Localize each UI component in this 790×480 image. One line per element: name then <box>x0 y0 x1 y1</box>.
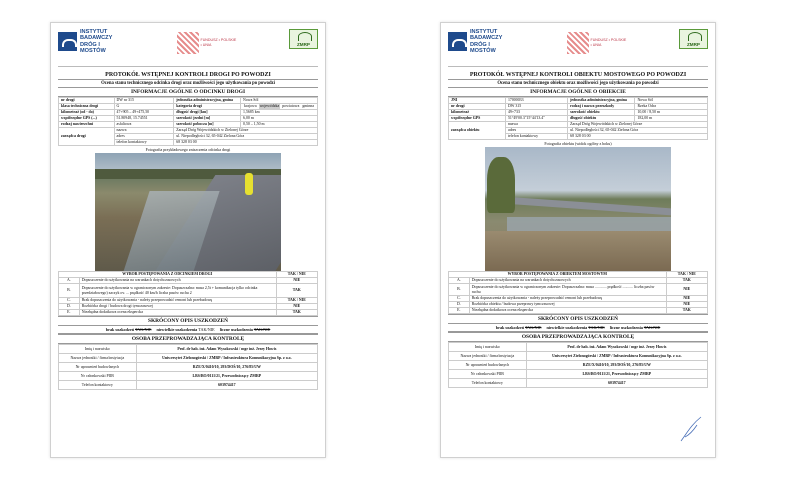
person-value: 603974417 <box>526 379 707 388</box>
table-row <box>449 361 708 370</box>
info-key: długość drogi [km] <box>174 110 241 116</box>
info-value: Zarząd Dróg Wojewódzkich w Zielonej Górze <box>568 122 708 128</box>
bridge-protocol-page <box>440 22 716 458</box>
info-key: telefon kontaktowy <box>505 134 567 140</box>
person-key: Telefon kontaktowy <box>449 379 527 388</box>
person-key: Telefon kontaktowy <box>59 381 137 390</box>
manager-label: zarządca obiektu <box>449 122 506 140</box>
road-category-options <box>241 104 318 110</box>
option-value: NIE <box>666 302 707 308</box>
option-value: NIE <box>276 304 317 310</box>
info-key: kategoria drogi <box>174 104 241 110</box>
option-letter: C. <box>59 298 80 304</box>
table-row <box>59 381 318 390</box>
damage-label: liczne uszkodzenia <box>609 325 643 330</box>
person-key: Imię i nazwisko <box>59 345 137 354</box>
person-heading: OSOBA PRZEPROWADZAJĄCA KONTROLĘ <box>58 334 318 344</box>
road-protocol-page <box>50 22 326 458</box>
options-table <box>58 271 318 316</box>
stripes-logo-icon <box>177 32 199 54</box>
info-key: długość obiektu <box>568 116 635 122</box>
option-label: Rozbiórka drogi / budowa drogi tymczasowej <box>79 304 276 310</box>
info-value: 182,00 m <box>635 116 708 122</box>
inspector-table <box>58 344 318 390</box>
info-key: rodzaj nawierzchni <box>59 122 115 128</box>
person-key: Nr członkowski PIIB <box>449 370 527 379</box>
partner-text: FUNDUSZ • POLSKIE • UNIA <box>590 38 627 47</box>
table-row <box>59 104 318 110</box>
info-value: 6,00 m <box>241 116 318 122</box>
info-value: 49+733 <box>505 110 567 116</box>
document-subtitle: Ocena stanu technicznego odcinka drogi oraz możliwości jego użytkowania po powodzi <box>101 81 275 86</box>
damage-summary <box>448 324 708 332</box>
damage-value: TAK/NIE <box>253 327 271 332</box>
option-letter: E. <box>449 308 470 314</box>
manager-label: zarządca drogi <box>59 128 115 146</box>
table-row <box>59 310 318 316</box>
table-row <box>449 308 708 314</box>
damage-summary <box>58 326 318 334</box>
person-value: RZE/X/0410/10, 293/DOŚ/10, 276/85/UW <box>136 363 317 372</box>
info-key: współrzędne GPS <box>449 116 506 122</box>
option-value: TAK / NIE <box>276 298 317 304</box>
info-value: 17000033 <box>505 98 567 104</box>
option-label: Niezbędna dodatkowa ocena ekspercka <box>469 308 666 314</box>
bridge-photo <box>485 147 671 271</box>
road-info-table <box>58 97 318 146</box>
damage-label: brak uszkodzeń <box>495 325 525 330</box>
info-value: DW 315 <box>505 104 567 110</box>
info-value: DW nr 315 <box>114 98 174 104</box>
damage-value: TAK/NIE <box>588 325 605 330</box>
option-label: Brak dopuszczenia do użytkowania - należy przeprowadzić remont lub przebudowę <box>469 296 666 302</box>
damage-value: TAK/NIE <box>643 325 661 330</box>
info-key: telefon kontaktowy <box>114 140 174 146</box>
option-letter: D. <box>59 304 80 310</box>
info-key: jednostka administracyjna, gmina <box>174 98 241 104</box>
stripes-logo-icon <box>567 32 589 54</box>
table-row <box>59 284 318 298</box>
table-row <box>449 352 708 361</box>
option-value: TAK <box>666 278 707 284</box>
logo-text: INSTYTUT BADAWCZY DRÓG I MOSTÓW <box>470 29 503 55</box>
person-value: Prof. dr hab. inż. Adam Wysokowski / mgr inż. Jerzy Howis <box>526 343 707 352</box>
info-value: Zarząd Dróg Wojewódzkich w Zielonej Górze <box>174 128 318 134</box>
ibdim-logo <box>58 29 126 55</box>
info-key: nr drogi <box>59 98 115 104</box>
info-value: Nowa Sól <box>635 98 708 104</box>
option-label: Niezbędna dodatkowa ocena ekspercka <box>79 310 276 316</box>
info-key: szerokość pobocza [m] <box>174 122 241 128</box>
page-header <box>58 29 318 67</box>
info-key: rodzaj i nazwa przeszkody <box>568 104 635 110</box>
signature-icon <box>679 415 705 443</box>
person-key: Nr uprawnień budowlanych <box>449 361 527 370</box>
info-value: G <box>114 104 174 110</box>
partner-text: FUNDUSZ • POLSKIE • UNIA <box>200 38 237 47</box>
option-letter: D. <box>449 302 470 308</box>
info-key: adres <box>114 134 174 140</box>
road-category-option: powiatowa <box>282 104 300 108</box>
options-table <box>448 271 708 314</box>
option-value: NIE <box>276 278 317 284</box>
document-title: PROTOKÓŁ WSTĘPNEJ KONTROLI OBIEKTU MOSTOWEGO PO POWODZI <box>448 71 708 80</box>
damage-label: niewielkie uszkodzenia <box>546 325 588 330</box>
document-subtitle: Ocena stanu technicznego obiektu oraz możliwości jego użytkowania po powodzi <box>497 81 659 86</box>
bridge-logo-icon <box>58 32 77 51</box>
logo-text: INSTYTUT BADAWCZY DRÓG I MOSTÓW <box>80 29 113 55</box>
option-label: Dopuszczenie do użytkowania w ograniczonym zakresie: Dopuszczalna: masa 2,5t + komunikacja tylko odcinka przedziałowego) zaczyk ov. ... prędkość 40 km/h liczba pasów ruchu 2 <box>79 284 276 298</box>
info-key: szerokość jezdni [m] <box>174 116 241 122</box>
person-value: RZE/X/0410/10, 293/DOŚ/10, 276/85/UW <box>526 361 707 370</box>
damage-label: niewielkie uszkodzenia <box>156 327 198 332</box>
table-row <box>449 379 708 388</box>
options-heading: WYBÓR POSTĘPOWANIA Z ODCINKIEM DROGI <box>59 272 277 278</box>
photo-caption: Fotografia przykładowego zniszczenia odcinka drogi <box>145 147 231 152</box>
page-header <box>448 29 708 67</box>
info-value: 68 328 03 00 <box>174 140 318 146</box>
info-value: Nowa Sól <box>241 98 318 104</box>
person-heading: OSOBA PRZEPROWADZAJĄCA KONTROLĘ <box>448 332 708 342</box>
option-label: Dopuszczenie do użytkowania w ograniczonym zakresie: Dopuszczalna: masa ............ prędkość ........... liczba pasów ruchu <box>469 284 666 296</box>
document-title: PROTOKÓŁ WSTĘPNEJ KONTROLI DROGI PO POWODZI <box>58 71 318 80</box>
info-value: 1,5685 km <box>241 110 318 116</box>
person-key: Imię i nazwisko <box>449 343 527 352</box>
options-column-header: TAK / NIE <box>276 272 317 278</box>
info-key: adres <box>505 128 567 134</box>
options-heading: WYBÓR POSTĘPOWANIA Z OBIEKTEM MOSTOWYM <box>449 272 667 278</box>
partner-logo <box>177 29 239 57</box>
person-value: Uniwersytet Zielonogórski / ZMRP / Infrastruktura Komunikacyjna Sp. z o.o. <box>526 352 707 361</box>
road-category-option: krajowa <box>244 104 257 108</box>
option-value: TAK <box>276 310 317 316</box>
table-row <box>449 370 708 379</box>
damage-heading: SKRÓCONY OPIS USZKODZEŃ <box>448 314 708 324</box>
person-key: Nr uprawnień budowlanych <box>59 363 137 372</box>
damage-value: TAK/NIE <box>135 327 152 332</box>
table-row <box>59 363 318 372</box>
table-row <box>59 354 318 363</box>
option-letter: A. <box>59 278 80 284</box>
damage-heading: SKRÓCONY OPIS USZKODZEŃ <box>58 316 318 326</box>
partner-logo <box>567 29 629 57</box>
info-value: ul. Niepodległości 32, 65-042 Zielona Góra <box>568 128 708 134</box>
info-value: 68 328 03 00 <box>568 134 708 140</box>
info-value: 0,50 – 1,50 m <box>241 122 318 128</box>
damage-label: liczne uszkodzenia <box>219 327 253 332</box>
person-value: LBS/BO/0111/21, Przewodniczący ZMRP <box>526 370 707 379</box>
option-letter: E. <box>59 310 80 316</box>
person-key: Nazwa jednostki / firma/instytucja <box>449 352 527 361</box>
option-label: Dopuszczenie do użytkowania na warunkach dotychczasowych <box>79 278 276 284</box>
option-value: TAK <box>666 308 707 314</box>
option-label: Brak dopuszczenia do użytkowania - należy przeprowadzić remont lub przebudowę <box>79 298 276 304</box>
info-heading: INFORMACJE OGÓLNE O ODCINKU DROGI <box>58 87 318 97</box>
option-letter: A. <box>449 278 470 284</box>
person-key: Nr członkowski PIIB <box>59 372 137 381</box>
person-value: Prof. dr hab. inż. Adam Wysokowski / mgr inż. Jerzy Howis <box>136 345 317 354</box>
info-key: współrzędne GPS (...) <box>59 116 115 122</box>
info-value: 47+905 – 49+475,50 <box>114 110 174 116</box>
info-key: nr drogi <box>449 104 506 110</box>
option-letter: C. <box>449 296 470 302</box>
person-key: Nazwa jednostki / firma/instytucja <box>59 354 137 363</box>
zmrp-logo: ZMRP <box>679 29 708 49</box>
info-value: ul. Niepodległości 32, 65-042 Zielona Góra <box>174 134 318 140</box>
info-value: 51°49'00.3"15°44'13.4" <box>505 116 567 122</box>
info-key: kilometraż <box>449 110 506 116</box>
info-key: nazwa <box>505 122 567 128</box>
person-value: LBS/BO/0111/21, Przewodniczący ZMRP <box>136 372 317 381</box>
zmrp-logo: ZMRP <box>289 29 318 49</box>
photo-caption: Fotografia obiektu (widok ogólny z boku) <box>544 141 612 146</box>
info-key: jednostka administracyjna, gmina <box>568 98 635 104</box>
ibdim-logo <box>448 29 516 55</box>
damage-value: TAK/NIE <box>198 327 215 332</box>
info-key: kilometraż (od - do) <box>59 110 115 116</box>
info-value: asfaltowa <box>114 122 174 128</box>
option-label: Rozbiórka obiektu / budowa przeprawy tymczasowej <box>469 302 666 308</box>
options-column-header: TAK / NIE <box>666 272 707 278</box>
table-row <box>449 284 708 296</box>
info-value: 51.80948, 15.74551 <box>114 116 174 122</box>
info-key: klasa techniczna drogi <box>59 104 115 110</box>
option-label: Dopuszczenie do użytkowania na warunkach dotychczasowych <box>469 278 666 284</box>
bridge-info-table <box>448 97 708 140</box>
road-damage-photo <box>95 153 281 271</box>
info-value: 10,00 / 8,50 m <box>635 110 708 116</box>
info-key: szerokość obiektu <box>568 110 635 116</box>
road-category-option: gminna <box>302 104 314 108</box>
inspector-table <box>448 342 708 388</box>
table-row <box>59 372 318 381</box>
table-row <box>449 343 708 352</box>
info-heading: INFORMACJE OGÓLNE O OBIEKCIE <box>448 87 708 97</box>
option-value: NIE <box>666 284 707 296</box>
info-key: JNI <box>449 98 506 104</box>
option-value: NIE <box>666 296 707 302</box>
damage-label: brak uszkodzeń <box>105 327 135 332</box>
table-row <box>59 345 318 354</box>
option-letter: B. <box>449 284 470 296</box>
info-value: Rzeka Odra <box>635 104 708 110</box>
bridge-logo-icon <box>448 32 467 51</box>
road-category-selected: wojewódzka <box>259 104 280 108</box>
person-value: Uniwersytet Zielonogórski / ZMRP / Infrastruktura Komunikacyjna Sp. z o.o. <box>136 354 317 363</box>
damage-value: TAK/NIE <box>525 325 542 330</box>
option-value: TAK <box>276 284 317 298</box>
option-letter: B. <box>59 284 80 298</box>
info-key: nazwa <box>114 128 174 134</box>
person-value: 603974417 <box>136 381 317 390</box>
